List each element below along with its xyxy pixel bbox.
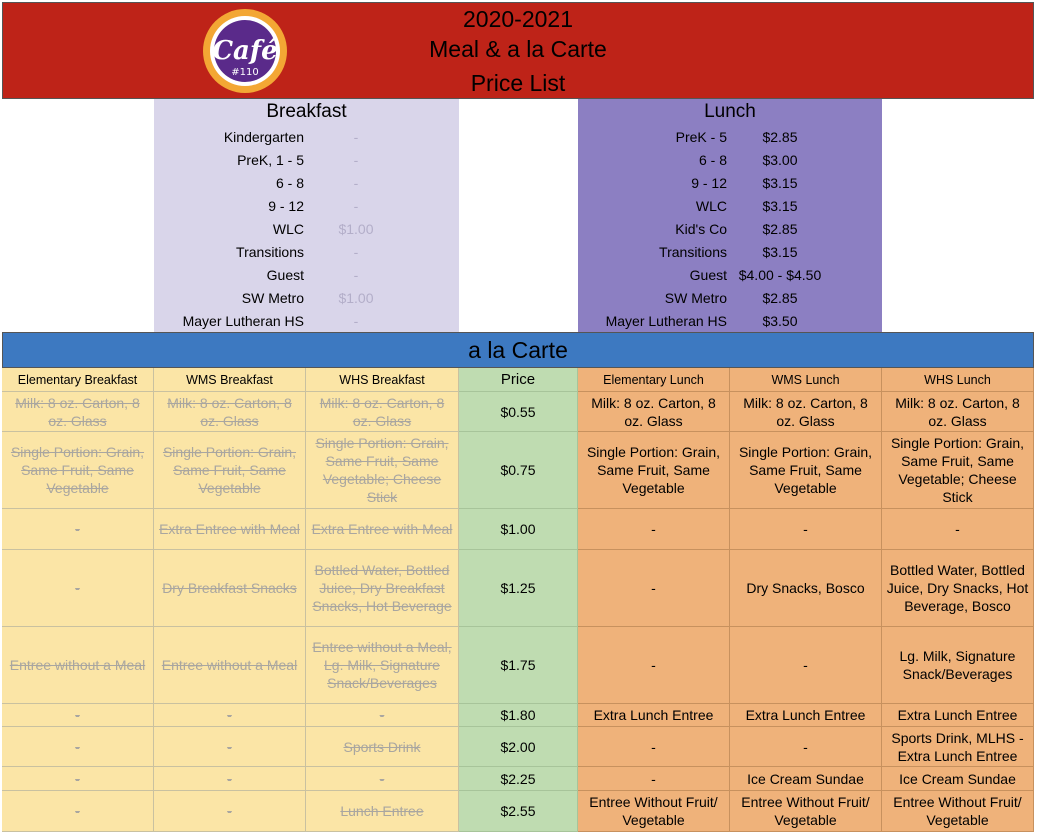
cell-elem-breakfast: - [2,550,154,627]
cell-wms-breakfast: Entree without a Meal [154,627,306,704]
cell-elem-breakfast: Single Portion: Grain, Same Fruit, Same Vegetable [2,432,154,509]
column-header-whs-lunch: WHS Lunch [882,368,1034,392]
cell-whs-lunch: Sports Drink, MLHS - Extra Lunch Entree [882,727,1034,767]
cell-elem-lunch: Single Portion: Grain, Same Fruit, Same Vegetable [578,432,730,509]
breakfast-price: $1.00 [338,290,374,306]
lunch-price: $3.00 [762,152,798,168]
breakfast-group-label: Mayer Lutheran HS [182,313,304,329]
cell-whs-breakfast: Bottled Water, Bottled Juice, Dry Breakfast Snacks, Hot Beverage [306,550,459,627]
cell-whs-lunch: Entree Without Fruit/ Vegetable [882,791,1034,832]
breakfast-title: Breakfast [266,101,347,122]
cell-elem-lunch: - [578,550,730,627]
lunch-price: $4.00 - $4.50 [738,267,822,283]
lunch-price: $2.85 [762,129,798,145]
cell-wms-breakfast: - [154,767,306,791]
cell-elem-lunch: Entree Without Fruit/ Vegetable [578,791,730,832]
cell-elem-breakfast: Entree without a Meal [2,627,154,704]
breakfast-price: - [353,175,359,191]
cell-whs-lunch: Extra Lunch Entree [882,704,1034,727]
lunch-row [578,287,882,310]
breakfast-price: - [353,198,359,214]
cell-whs-lunch: - [882,509,1034,550]
breakfast-group-label: PreK, 1 - 5 [237,152,304,168]
cell-wms-breakfast: Dry Breakfast Snacks [154,550,306,627]
logo-number: #110 [231,67,259,78]
cell-elem-breakfast: - [2,509,154,550]
cell-price: $2.55 [459,791,578,832]
cell-elem-breakfast: - [2,727,154,767]
lunch-row [578,126,882,149]
lunch-group-label: 6 - 8 [698,152,727,168]
cell-elem-breakfast: - [2,704,154,727]
cell-whs-lunch: Bottled Water, Bottled Juice, Dry Snacks, Hot Beverage, Bosco [882,550,1034,627]
breakfast-group-label: WLC [272,221,304,237]
cell-wms-breakfast: Extra Entree with Meal [154,509,306,550]
cell-elem-lunch: - [578,627,730,704]
breakfast-row [154,172,459,195]
cell-wms-lunch: - [730,509,882,550]
lunch-row [578,241,882,264]
header-subtitle: Price List [470,70,566,96]
lunch-row [578,264,882,287]
cell-elem-breakfast: - [2,767,154,791]
cell-whs-breakfast: Lunch Entree [306,791,459,832]
cell-price: $2.25 [459,767,578,791]
lunch-group-label: Kid's Co [675,221,727,237]
cell-price: $2.00 [459,727,578,767]
lunch-row [578,149,882,172]
column-header-wms-lunch: WMS Lunch [730,368,882,392]
cell-price: $0.55 [459,392,578,432]
cell-elem-lunch: Extra Lunch Entree [578,704,730,727]
breakfast-price: - [353,267,359,283]
lunch-price: $2.85 [762,290,798,306]
lunch-group-label: Mayer Lutheran HS [605,313,727,329]
lunch-price-panel [578,99,882,332]
cell-whs-breakfast: Sports Drink [306,727,459,767]
lunch-price: $3.15 [762,244,798,260]
cell-elem-breakfast: - [2,791,154,832]
breakfast-price: $1.00 [338,221,374,237]
cell-wms-breakfast: Single Portion: Grain, Same Fruit, Same Vegetable [154,432,306,509]
cell-wms-lunch: - [730,627,882,704]
breakfast-group-label: 6 - 8 [275,175,304,191]
cell-wms-breakfast: - [154,727,306,767]
breakfast-group-label: Kindergarten [223,129,304,145]
breakfast-group-label: 9 - 12 [268,198,304,214]
lunch-price: $3.15 [762,175,798,191]
cell-whs-lunch: Lg. Milk, Signature Snack/Beverages [882,627,1034,704]
breakfast-row [154,241,459,264]
cell-wms-lunch: Dry Snacks, Bosco [730,550,882,627]
breakfast-row [154,149,459,172]
cell-elem-lunch: - [578,767,730,791]
cell-whs-breakfast: - [306,704,459,727]
lunch-group-label: Guest [689,267,727,283]
cell-elem-lunch: - [578,727,730,767]
column-header-price: Price [459,368,578,392]
cell-whs-lunch: Ice Cream Sundae [882,767,1034,791]
cell-whs-breakfast: Entree without a Meal, Lg. Milk, Signature Snack/Beverages [306,627,459,704]
lunch-group-label: PreK - 5 [675,129,727,145]
cell-price: $1.80 [459,704,578,727]
cell-whs-breakfast: Extra Entree with Meal [306,509,459,550]
breakfast-row [154,264,459,287]
breakfast-row [154,195,459,218]
cell-wms-lunch: Single Portion: Grain, Same Fruit, Same Vegetable [730,432,882,509]
cell-whs-lunch: Single Portion: Grain, Same Fruit, Same Vegetable; Cheese Stick [882,432,1034,509]
lunch-group-label: WLC [695,198,727,214]
cell-wms-lunch: Entree Without Fruit/ Vegetable [730,791,882,832]
cell-whs-breakfast: - [306,767,459,791]
cell-wms-lunch: - [730,727,882,767]
cell-price: $1.25 [459,550,578,627]
breakfast-price: - [353,313,359,329]
breakfast-group-label: SW Metro [241,290,304,306]
breakfast-row [154,287,459,310]
lunch-row [578,310,882,333]
cell-wms-breakfast: - [154,704,306,727]
breakfast-price: - [353,244,359,260]
column-header-wms-breakfast: WMS Breakfast [154,368,306,392]
logo-text: Café [212,36,278,66]
cell-wms-breakfast: - [154,791,306,832]
cell-wms-lunch: Milk: 8 oz. Carton, 8 oz. Glass [730,392,882,432]
column-header-elem-lunch: Elementary Lunch [578,368,730,392]
breakfast-row [154,310,459,333]
breakfast-price: - [353,129,359,145]
lunch-title: Lunch [704,101,756,122]
cell-price: $1.00 [459,509,578,550]
cell-elem-lunch: - [578,509,730,550]
cell-wms-lunch: Extra Lunch Entree [730,704,882,727]
cell-whs-lunch: Milk: 8 oz. Carton, 8 oz. Glass [882,392,1034,432]
breakfast-price: - [353,152,359,168]
breakfast-group-label: Guest [266,267,304,283]
cell-whs-breakfast: Milk: 8 oz. Carton, 8 oz. Glass [306,392,459,432]
lunch-group-label: SW Metro [664,290,727,306]
breakfast-group-label: Transitions [236,244,304,260]
cell-elem-breakfast: Milk: 8 oz. Carton, 8 oz. Glass [2,392,154,432]
alacarte-banner: a la Carte [2,332,1034,368]
lunch-group-label: 9 - 12 [691,175,727,191]
lunch-price: $3.15 [762,198,798,214]
lunch-row [578,172,882,195]
cell-elem-lunch: Milk: 8 oz. Carton, 8 oz. Glass [578,392,730,432]
column-header-whs-breakfast: WHS Breakfast [306,368,459,392]
lunch-group-label: Transitions [659,244,727,260]
header-banner [2,2,1034,99]
breakfast-price-panel [154,99,459,332]
header-title: Meal & a la Carte [429,36,607,62]
lunch-row [578,218,882,241]
header-year: 2020-2021 [463,6,573,32]
cell-price: $1.75 [459,627,578,704]
column-header-elem-breakfast: Elementary Breakfast [2,368,154,392]
cell-wms-breakfast: Milk: 8 oz. Carton, 8 oz. Glass [154,392,306,432]
lunch-price: $2.85 [762,221,798,237]
breakfast-row [154,218,459,241]
cell-price: $0.75 [459,432,578,509]
cell-wms-lunch: Ice Cream Sundae [730,767,882,791]
lunch-row [578,195,882,218]
breakfast-row [154,126,459,149]
cell-whs-breakfast: Single Portion: Grain, Same Fruit, Same Vegetable; Cheese Stick [306,432,459,509]
lunch-price: $3.50 [762,313,798,329]
